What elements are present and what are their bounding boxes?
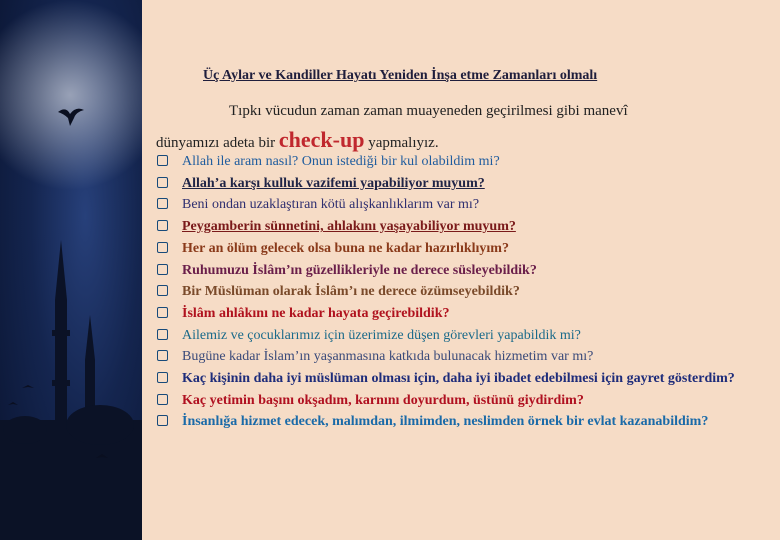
intro-line-2-end: yapmalıyız. (364, 135, 439, 151)
list-item-text: Beni ondan uzaklaştıran kötü alışkanlıklarım var mı? (182, 197, 480, 213)
square-bullet-icon (157, 242, 168, 253)
list-item (157, 151, 757, 173)
intro-line-1: Tıpkı vücudun zaman zaman muayeneden geçirilmesi gibi manevî (229, 103, 628, 119)
intro-line-2-start: dünyamızı adeta bir (156, 135, 279, 151)
list-item (157, 238, 757, 260)
square-bullet-icon (157, 415, 168, 426)
square-bullet-icon (157, 177, 168, 188)
list-item (157, 411, 757, 433)
list-item (157, 216, 757, 238)
list-item-text: Her an ölüm gelecek olsa buna ne kadar hazırlıklıyım? (182, 240, 509, 256)
list-item-text: Kaç yetimin başını okşadım, karnını doyurdum, üstünü giydirdim? (182, 392, 584, 408)
list-item (157, 368, 757, 390)
square-bullet-icon (157, 285, 168, 296)
square-bullet-icon (157, 394, 168, 405)
list-item (157, 260, 757, 282)
list-item-text: İslâm ahlâkını ne kadar hayata geçirebildik? (182, 305, 450, 321)
list-item-text: Ailemiz ve çocuklarımız için üzerimize düşen görevleri yapabildik mi? (182, 327, 581, 343)
list-item-text: Allah’a karşı kulluk vazifemi yapabiliyor muyum? (182, 175, 485, 191)
list-item-text: Peygamberin sünnetini, ahlakını yaşayabiliyor muyum? (182, 219, 516, 235)
list-item-text: İnsanlığa hizmet edecek, malımdan, ilmimden, neslimden örnek bir evlat kazanabildim? (182, 414, 709, 430)
list-item (157, 173, 757, 195)
list-item (157, 281, 757, 303)
intro-line-2 (156, 127, 439, 153)
question-list (157, 151, 757, 433)
list-item (157, 303, 757, 325)
list-item (157, 325, 757, 347)
list-item (157, 390, 757, 412)
square-bullet-icon (157, 372, 168, 383)
night-sky-illustration (0, 0, 142, 540)
square-bullet-icon (157, 155, 168, 166)
square-bullet-icon (157, 329, 168, 340)
list-item-text: Kaç kişinin daha iyi müslüman olması için, daha iyi ibadet edebilmesi için gayret gösterdim? (182, 371, 735, 387)
list-item (157, 194, 757, 216)
square-bullet-icon (157, 350, 168, 361)
square-bullet-icon (157, 220, 168, 231)
list-item-text: Bugüne kadar İslam’ın yaşanmasına katkıda bulunacak hizmetim var mı? (182, 349, 594, 365)
night-sky-panel (0, 0, 142, 540)
mosque-silhouette-icon (0, 240, 142, 540)
list-item (157, 346, 757, 368)
square-bullet-icon (157, 307, 168, 318)
square-bullet-icon (157, 198, 168, 209)
list-item-text: Ruhumuzu İslâm’ın güzellikleriyle ne derece süsleyebildik? (182, 262, 537, 278)
list-item-text: Allah ile aram nasıl? Onun istediği bir kul olabildim mi? (182, 154, 500, 169)
page-title: Üç Aylar ve Kandiller Hayatı Yeniden İnşa etme Zamanları olmalı (203, 68, 598, 83)
check-up-emphasis: check-up (278, 127, 365, 152)
list-item-text: Bir Müslüman olarak İslâm’ı ne derece özümseyebildik? (182, 284, 520, 300)
square-bullet-icon (157, 264, 168, 275)
